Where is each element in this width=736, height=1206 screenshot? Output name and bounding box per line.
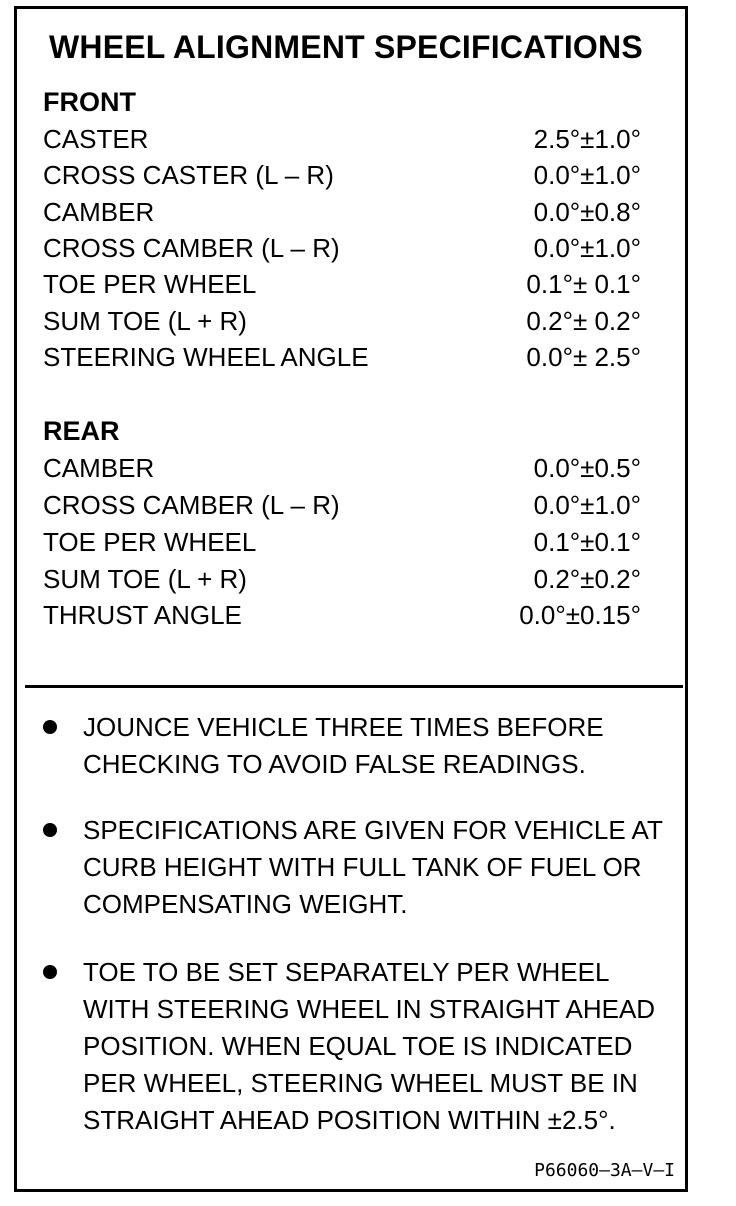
spec-label: CAMBER <box>43 197 155 227</box>
specification-card <box>14 6 688 1192</box>
front-spec-row-caster <box>43 121 641 157</box>
note-item-toe-setting <box>43 954 663 1139</box>
front-spec-row-sum-toe <box>43 303 641 339</box>
rear-spec-row-sum-toe <box>43 561 641 597</box>
spec-value: 0.0°± 2.5° <box>526 342 641 372</box>
spec-label: TOE PER WHEEL <box>43 269 257 299</box>
note-item-curb-height <box>43 812 663 923</box>
spec-label: CROSS CASTER (L – R) <box>43 160 334 190</box>
rear-spec-row-toe-per-wheel <box>43 524 641 560</box>
front-spec-row-camber <box>43 194 641 230</box>
spec-value: 0.1°±0.1° <box>533 527 641 557</box>
spec-value: 0.0°±1.0° <box>533 160 641 190</box>
figure-code: P66060–3A–V–I <box>534 1160 675 1181</box>
front-spec-row-steering-wheel-angle <box>43 339 641 375</box>
spec-label: SUM TOE (L + R) <box>43 564 247 594</box>
spec-value: 0.0°±0.8° <box>533 197 641 227</box>
spec-label: CROSS CAMBER (L – R) <box>43 490 340 520</box>
note-text: TOE TO BE SET SEPARATELY PER WHEEL WITH STEERING WHEEL IN STRAIGHT AHEAD POSITION. WHEN EQUAL TOE IS INDICATED PER WHEEL, STEERING WHEEL MUST BE IN STRAIGHT AHEAD POSITION WITHIN ±2.5°. <box>83 957 656 1135</box>
spec-value: 0.0°±1.0° <box>533 233 641 263</box>
spec-value: 0.0°±0.5° <box>533 453 641 483</box>
note-item-jounce <box>43 709 663 783</box>
front-spec-row-cross-caster <box>43 157 641 193</box>
spec-value: 0.2°±0.2° <box>533 564 641 594</box>
spec-label: CAMBER <box>43 453 155 483</box>
spec-value: 0.2°± 0.2° <box>526 306 641 336</box>
spec-label: CASTER <box>43 124 149 154</box>
note-text: SPECIFICATIONS ARE GIVEN FOR VEHICLE AT CURB HEIGHT WITH FULL TANK OF FUEL OR COMPENSATING WEIGHT. <box>83 815 663 919</box>
rear-spec-row-cross-camber <box>43 487 641 523</box>
spec-label: CROSS CAMBER (L – R) <box>43 233 340 263</box>
front-spec-row-toe-per-wheel <box>43 266 641 302</box>
front-spec-row-cross-camber <box>43 230 641 266</box>
bullet-icon <box>43 965 57 979</box>
spec-value: 0.1°± 0.1° <box>526 269 641 299</box>
spec-label: SUM TOE (L + R) <box>43 306 247 336</box>
spec-value: 0.0°±0.15° <box>519 600 641 630</box>
front-section-heading: FRONT <box>43 87 136 117</box>
spec-label: STEERING WHEEL ANGLE <box>43 342 369 372</box>
bullet-icon <box>43 823 57 837</box>
bullet-icon <box>43 720 57 734</box>
note-text: JOUNCE VEHICLE THREE TIMES BEFORE CHECKING TO AVOID FALSE READINGS. <box>83 712 604 779</box>
spec-label: TOE PER WHEEL <box>43 527 257 557</box>
spec-value: 2.5°±1.0° <box>533 124 641 154</box>
page-title: WHEEL ALIGNMENT SPECIFICATIONS <box>49 29 643 65</box>
rear-section-heading: REAR <box>43 416 120 446</box>
rear-spec-row-camber <box>43 450 641 486</box>
spec-value: 0.0°±1.0° <box>533 490 641 520</box>
section-divider <box>25 685 683 688</box>
rear-spec-row-thrust-angle <box>43 597 641 633</box>
spec-label: THRUST ANGLE <box>43 600 242 630</box>
